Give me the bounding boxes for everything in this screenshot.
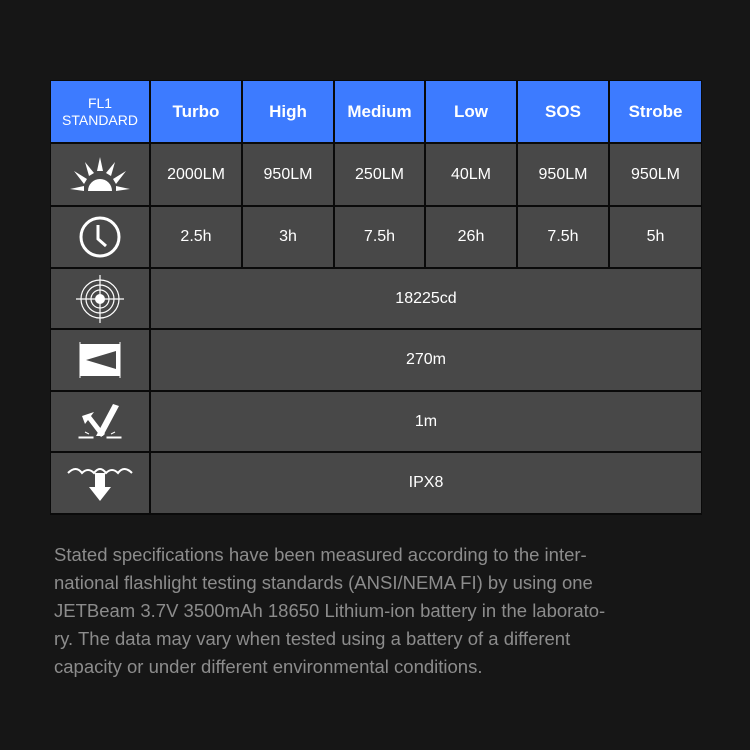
output-strobe: 950LM [609,143,702,206]
standard-label: STANDARD [62,111,138,128]
note-line: Stated specifications have been measured according to the inter- [54,544,587,565]
beam-distance-icon [50,329,150,391]
output-sos: 950LM [517,143,609,206]
header-sos: SOS [517,80,609,143]
header-strobe: Strobe [609,80,702,143]
runtime-high: 3h [242,206,334,268]
runtime-sos: 7.5h [517,206,609,268]
impact-value: 1m [150,391,702,452]
impact-resistance-icon [50,391,150,452]
clock-icon [50,206,150,268]
distance-value: 270m [150,329,702,391]
header-low: Low [425,80,517,143]
sun-rays-icon [50,143,150,206]
intensity-value: 18225cd [150,268,702,329]
runtime-strobe: 5h [609,206,702,268]
runtime-turbo: 2.5h [150,206,242,268]
model-label: FL1 [87,94,113,111]
disclaimer-note [54,541,694,681]
header-turbo: Turbo [150,80,242,143]
runtime-low: 26h [425,206,517,268]
waterproof-value: IPX8 [150,452,702,514]
header-corner [50,80,150,143]
runtime-medium: 7.5h [334,206,425,268]
note-line: JETBeam 3.7V 3500mAh 18650 Lithium-ion battery in the laborato- [54,600,606,621]
note-line: ry. The data may vary when tested using a battery of a different [54,628,571,649]
note-line: capacity or under different environmental conditions. [54,656,483,677]
output-turbo: 2000LM [150,143,242,206]
spec-table [50,80,702,515]
output-medium: 250LM [334,143,425,206]
output-low: 40LM [425,143,517,206]
output-high: 950LM [242,143,334,206]
note-line: national flashlight testing standards (ANSI/NEMA FI) by using one [54,572,593,593]
header-medium: Medium [334,80,425,143]
waterproof-icon [50,452,150,514]
target-icon [50,268,150,329]
header-high: High [242,80,334,143]
